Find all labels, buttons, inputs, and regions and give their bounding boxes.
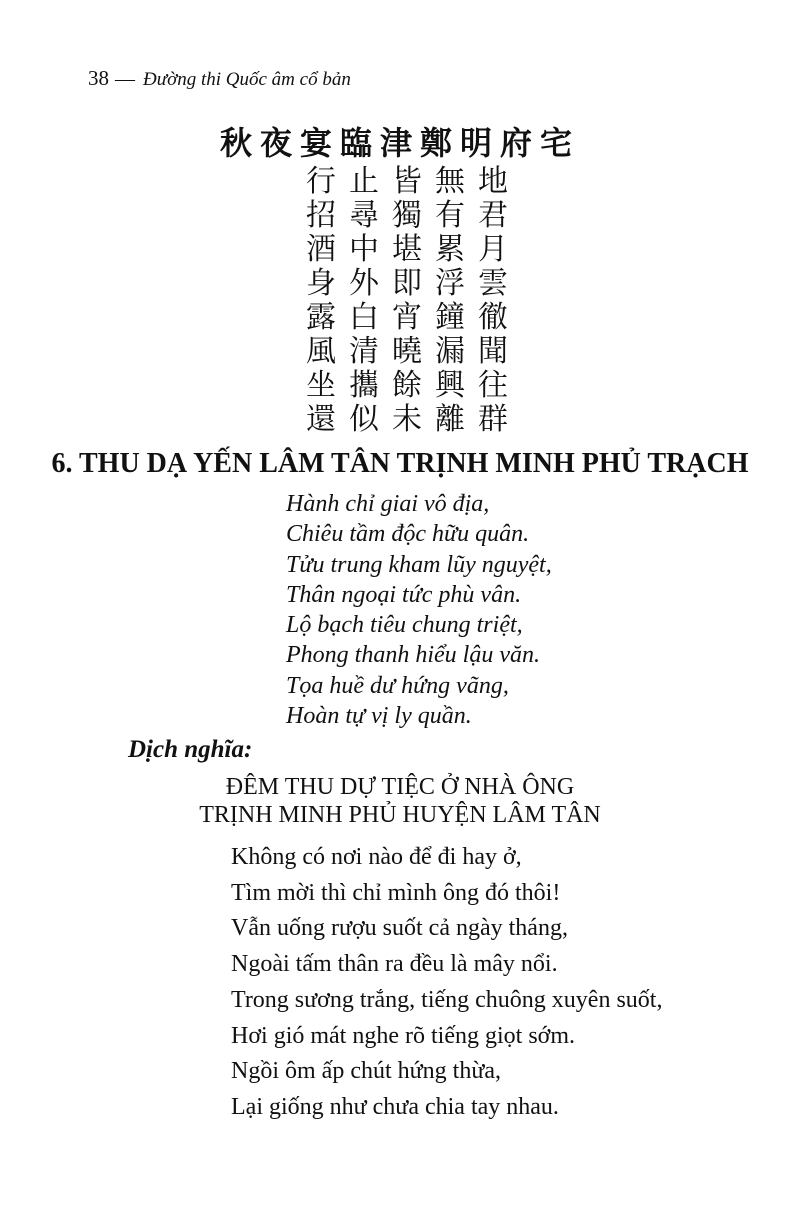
meaning-line: Hơi gió mát nghe rõ tiếng giọt sớm. bbox=[231, 1022, 576, 1049]
chinese-poem-line: 招尋獨有君 bbox=[306, 198, 521, 233]
chinese-poem-line: 還似未離群 bbox=[306, 402, 521, 437]
meaning-text bbox=[231, 840, 662, 1126]
chinese-poem-line: 坐攜餘興往 bbox=[306, 368, 521, 403]
meaning-line: Ngồi ôm ấp chút hứng thừa, bbox=[231, 1058, 501, 1085]
header-dash: — bbox=[115, 68, 135, 90]
transliteration-line: Tọa huề dư hứng vãng, bbox=[286, 672, 509, 699]
chinese-poem bbox=[306, 165, 521, 437]
section-heading: 6. THU DẠ YẾN LÂM TÂN TRỊNH MINH PHỦ TRẠCH bbox=[51, 448, 749, 479]
chinese-poem-line: 風清曉漏聞 bbox=[306, 334, 521, 369]
meaning-line: Trong sương trắng, tiếng chuông xuyên suốt, bbox=[231, 986, 663, 1013]
chinese-poem-line: 酒中堪累月 bbox=[306, 232, 521, 267]
transliteration-line: Hành chỉ giai vô địa, bbox=[286, 491, 490, 517]
meaning-line: Vẫn uống rượu suốt cả ngày tháng, bbox=[231, 915, 568, 942]
chinese-poem-line: 行止皆無地 bbox=[306, 164, 521, 199]
meaning-line: Tìm mời thì chỉ mình ông đó thôi! bbox=[231, 879, 561, 906]
meaning-title bbox=[0, 773, 800, 829]
meaning-line: Lại giống như chưa chia tay nhau. bbox=[231, 1093, 559, 1120]
chinese-poem-line: 身外即浮雲 bbox=[306, 266, 521, 301]
meaning-title-line: ĐÊM THU DỰ TIỆC Ở NHÀ ÔNG bbox=[225, 774, 575, 800]
transliteration-line: Hoàn tự vị ly quần. bbox=[286, 703, 472, 730]
chinese-poem-title: 秋夜宴臨津鄭明府宅 bbox=[219, 124, 580, 162]
meaning-line: Ngoài tấm thân ra đều là mây nổi. bbox=[231, 951, 558, 978]
transliteration-line: Phong thanh hiểu lậu văn. bbox=[286, 642, 540, 669]
running-header bbox=[88, 66, 351, 91]
meaning-label: Dịch nghĩa: bbox=[128, 736, 253, 763]
meaning-title-line: TRỊNH MINH PHỦ HUYỆN LÂM TÂN bbox=[199, 802, 601, 828]
meaning-line: Không có nơi nào để đi hay ở, bbox=[231, 844, 522, 870]
chinese-poem-line: 露白宵鐘徹 bbox=[306, 300, 521, 335]
transliteration-line: Lộ bạch tiêu chung triệt, bbox=[286, 612, 523, 639]
transliteration-line: Chiêu tầm độc hữu quân. bbox=[286, 521, 530, 548]
page-number: 38 bbox=[88, 66, 109, 90]
transliteration bbox=[286, 489, 552, 731]
transliteration-line: Thân ngoại tức phù vân. bbox=[286, 581, 522, 608]
transliteration-line: Tửu trung kham lũy nguyệt, bbox=[286, 551, 552, 578]
running-title: Đường thi Quốc âm cổ bản bbox=[143, 69, 351, 90]
